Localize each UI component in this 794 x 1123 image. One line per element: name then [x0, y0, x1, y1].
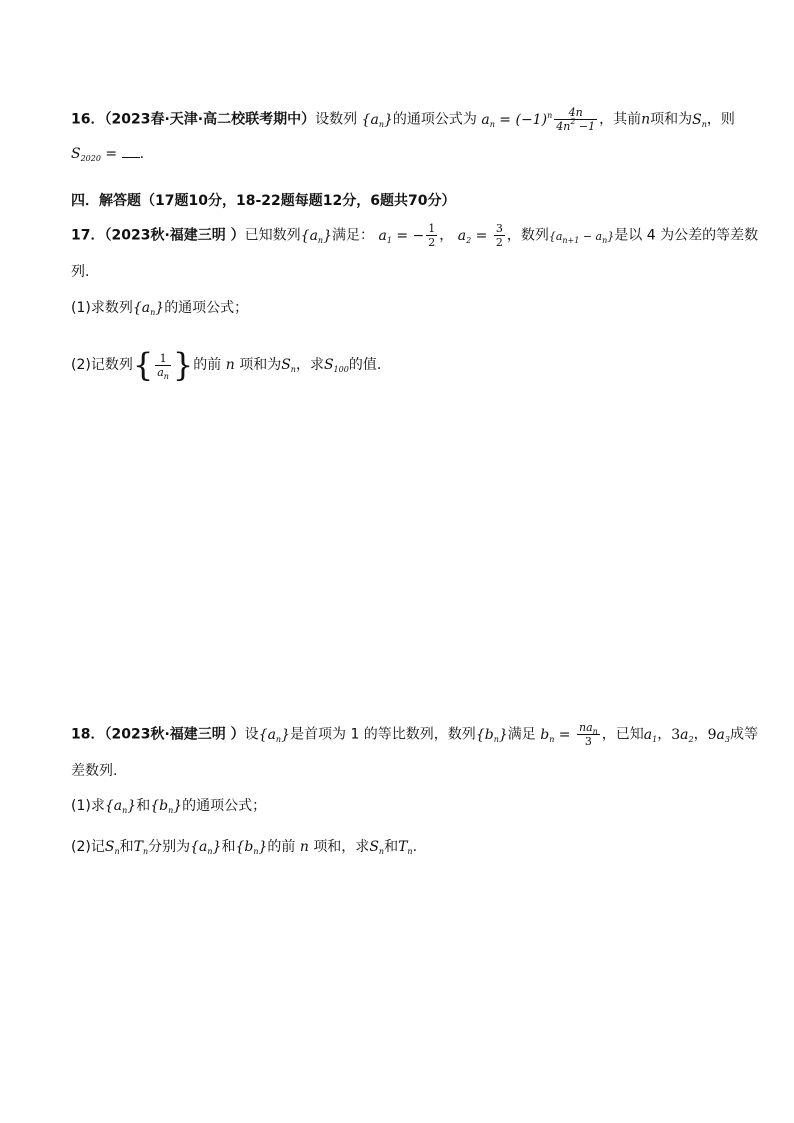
- q16-source: （2023春·天津·高二校联考期中）: [104, 111, 316, 128]
- q17-text: 满足：: [332, 227, 374, 244]
- q17-text: ，求: [295, 357, 324, 373]
- q17-text: 是以 4 为公差的等差数: [614, 227, 759, 244]
- q16-number: 16．: [71, 111, 105, 128]
- q16-text: 的通项公式为: [392, 111, 477, 128]
- q17-text: 的前: [193, 357, 222, 373]
- left-brace: {: [132, 346, 154, 384]
- q16-text: 设数列: [315, 111, 358, 128]
- q17-a1: $a_1$ = − $\frac{1}{2}$: [378, 222, 436, 249]
- section-heading: 四．解答题（17题10分，18-22题每题12分，6题共70分）: [71, 193, 456, 209]
- q17-var-sn: $S_n$: [281, 357, 296, 374]
- q18-seq-bn: $\{b_n\}$: [235, 839, 268, 856]
- q18-text: (1)求: [71, 798, 105, 814]
- q18-text: 是首项为 1 的等比数列，数列: [290, 726, 476, 743]
- q17-recip-an: $\frac{1}{a_n}$: [157, 351, 169, 381]
- q18-tn: $T_n$: [398, 839, 413, 856]
- q18-a1: $a_1$: [643, 726, 658, 744]
- q18-text: 设: [244, 726, 259, 743]
- q17-text: 的通项公式；: [164, 300, 249, 316]
- q18-line2: 差数列.: [71, 763, 118, 779]
- right-brace: }: [172, 346, 194, 384]
- q18-seq-an: $\{a_n\}$: [258, 726, 290, 744]
- q18-var-n: n: [295, 839, 314, 855]
- q18-seq-bn: $\{b_n\}$: [150, 798, 183, 815]
- q17-seq-an: $\{a_n\}$: [132, 300, 165, 317]
- q18-text: 和: [221, 839, 236, 855]
- q18-bn-formula: $b_n$ = $\frac{na_n}{3}$: [540, 721, 598, 748]
- q17-text: ，数列: [506, 227, 549, 244]
- q18-seq-bn: $\{b_n\}$: [475, 726, 508, 744]
- q18-text: 分别为: [148, 839, 191, 855]
- q18-seq-an: $\{a_n\}$: [104, 798, 137, 815]
- q18-tn: $T_n$: [133, 839, 149, 856]
- q17-part1: [71, 298, 248, 318]
- q18-sn: $S_n$: [104, 839, 120, 856]
- q16-text: 项和为: [650, 111, 693, 128]
- q17-diff-seq: $\{a_{n+1} - a_n\}$: [548, 229, 615, 245]
- q16-text: ，则: [706, 111, 735, 128]
- q18-3a2: $3a_2$: [671, 726, 694, 744]
- q18-9a3: $9a_3$: [707, 726, 730, 744]
- q18-text: 和: [384, 839, 399, 855]
- q18-text: 成等: [730, 726, 758, 743]
- q17-line2: 列.: [71, 264, 90, 280]
- q17-text: 已知数列: [244, 227, 301, 244]
- q17-seq-an: $\{a_n\}$: [300, 227, 332, 245]
- q17-part2: [71, 346, 382, 384]
- q18-text: 和: [119, 839, 134, 855]
- q16-var-n: n: [641, 111, 651, 128]
- q18-text: 项和，求: [313, 839, 370, 855]
- q17-text: 项和为: [239, 357, 282, 373]
- q16-text: ，其前: [599, 111, 642, 128]
- q17-text: (1)求数列: [71, 300, 133, 316]
- q17-s100: $S_{100}$: [323, 357, 349, 374]
- q17-var-n: n: [221, 357, 240, 373]
- q18-text: .: [412, 839, 418, 855]
- q18-text: ，已知: [601, 726, 644, 743]
- q18-source: （2023秋·福建三明 ）: [104, 726, 245, 743]
- q17-source: （2023秋·福建三明 ）: [104, 227, 245, 244]
- q16-s2020: $S_{2020}$ =: [71, 146, 122, 163]
- q18-text: 的通项公式；: [182, 798, 267, 814]
- q16-formula: $a_n = (-1)^n$ $\frac{4n}{4n^2 -1}$: [481, 106, 596, 133]
- q18-part1: [71, 796, 266, 816]
- q16-text: .: [139, 146, 145, 162]
- q18-text: ，: [657, 726, 672, 743]
- q17-text: 的值.: [348, 357, 382, 373]
- q17-text: (2)记数列: [71, 357, 133, 373]
- q17-number: 17．: [71, 227, 105, 244]
- q18-line1: [71, 721, 758, 748]
- answer-blank: [122, 143, 140, 158]
- q18-text: (2)记: [71, 839, 105, 855]
- q17-a2: $a_2$ = $\frac{3}{2}$: [457, 222, 503, 249]
- q18-text: 的前: [267, 839, 296, 855]
- q18-text: ，: [693, 726, 708, 743]
- q16-line1: [71, 106, 735, 133]
- q18-seq-an: $\{a_n\}$: [190, 839, 222, 856]
- q16-var-sn: $S_n$: [692, 111, 707, 129]
- q18-number: 18．: [71, 726, 105, 743]
- q18-sn: $S_n$: [369, 839, 385, 856]
- q18-text: 和: [136, 798, 151, 814]
- q17-text: ，: [439, 227, 454, 244]
- q16-line2: [71, 143, 144, 164]
- q16-seq-an: $\{a_n\}$: [361, 111, 393, 129]
- q18-text: 满足: [507, 726, 536, 743]
- q17-line1: [71, 222, 758, 249]
- q18-part2: [71, 837, 417, 857]
